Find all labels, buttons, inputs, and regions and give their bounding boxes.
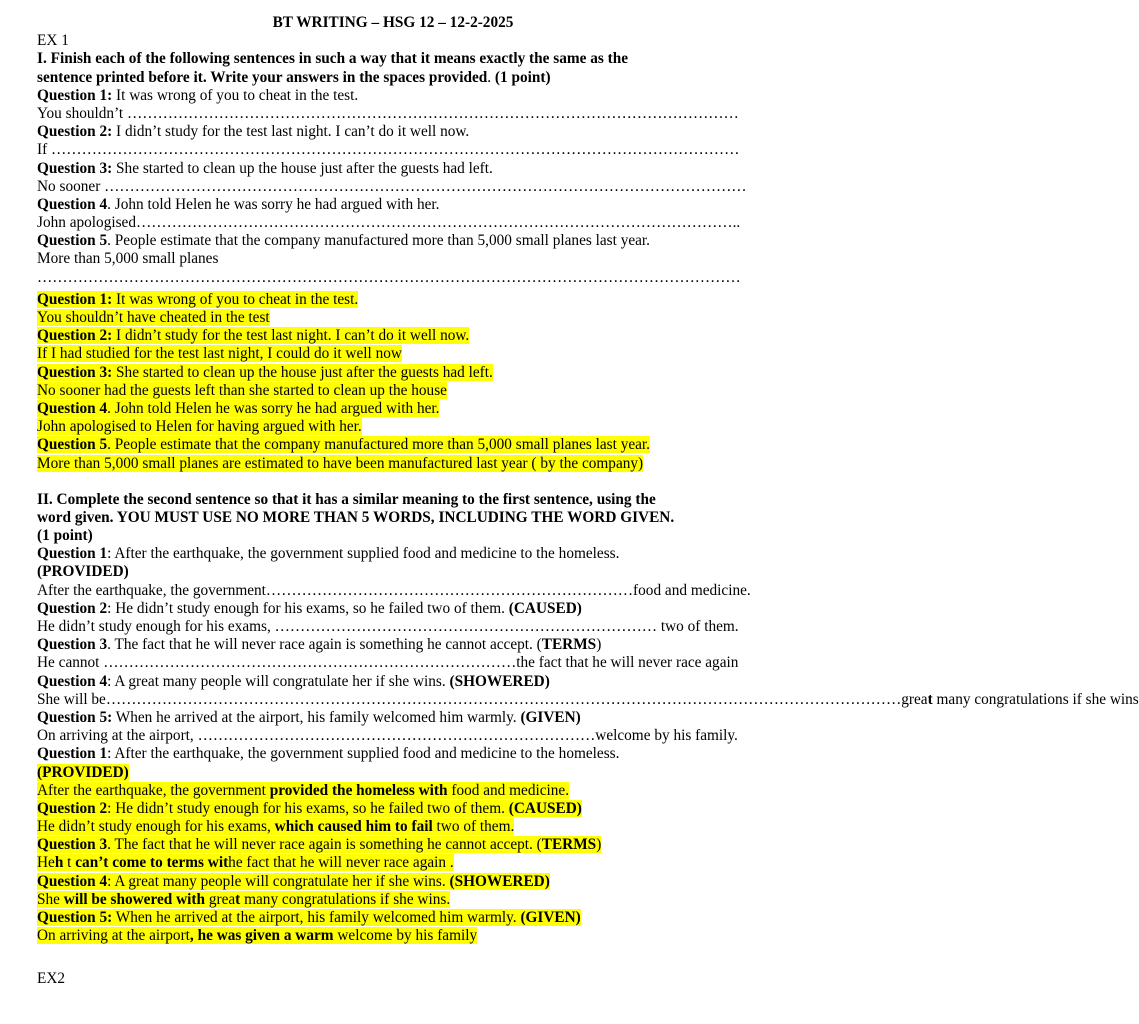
s1-key-question-3 [37,364,749,382]
answer-post: he fact that he will never race again . [228,854,454,872]
s1-question-4 [37,196,749,214]
question-text: : After the earthquake, the government supplied food and medicine to the homeless. [107,545,620,563]
document-page [37,14,1139,945]
answer-pre: On arriving at the airport [37,927,190,945]
answer-bold-b: t [235,890,241,908]
question-label: Question 1: [37,290,113,308]
s2-question-5 [37,709,749,727]
spacer [37,473,749,491]
question-text: . John told Helen he was sorry he had argued with her. [107,399,440,417]
highlight [37,364,493,381]
s2-key-question-3 [37,836,749,854]
section2-heading-line1: II. Complete the second sentence so that it has a similar meaning to the first sentence, using the [37,490,656,508]
s2-key-question-5 [37,909,749,927]
s2-key-answer-3 [37,854,749,872]
question-label: Question 2 [37,599,108,617]
highlight [37,909,581,926]
s1-key-answer-2 [37,345,749,363]
keyword: (SHOWERED) [449,672,550,690]
s1-question-1 [37,87,749,105]
exercise-label: EX 1 [37,32,69,50]
question-text: She started to clean up the house just after the guests had left. [112,363,493,381]
s1-key-answer-4 [37,418,749,436]
section2-heading-line3: (1 point) [37,527,93,545]
s1-key-answer-5 [37,455,749,473]
question-text: : He didn’t study enough for his exams, so he failed two of them. [107,799,509,817]
question-label: Question 5 [37,436,108,454]
question-label: Question 2 [37,799,108,817]
answer-text: John apologised to Helen for having argued with her. [37,418,362,436]
s1-question-5 [37,232,749,250]
s1-answer-line-1: You shouldn’t ………………………………………………………………………………………………………… [37,104,739,122]
s1-answer-line-2: If ……………………………………………………………………………………………………………………… [37,141,740,159]
section1-heading-text: sentence printed before it. Write your answers in the spaces provided [37,68,488,86]
answer-text: No sooner had the guests left than she started to clean up the house [37,381,447,399]
s1-answer-line-5b: ………………………………………………………………………………………………………………………… [37,268,741,286]
keyword: (SHOWERED) [449,872,550,890]
question-label: Question 4 [37,195,108,213]
keyword: (GIVEN) [520,708,581,726]
question-text: It was wrong of you to cheat in the test. [112,290,359,308]
answer-post: welcome by his family [333,927,478,945]
section2-heading-line2: word given. YOU MUST USE NO MORE THAN 5 WORDS, INCLUDING THE WORD GIVEN. [37,508,675,526]
question-text: : A great many people will congratulate her if she wins. [107,672,450,690]
question-text: : He didn’t study enough for his exams, so he failed two of them. [107,599,509,617]
s2-key-answer-5 [37,927,749,945]
answer-pre: After the earthquake, the government [37,781,270,799]
s2-answer-line-5: On arriving at the airport, ……………………………………………………………………welcome by his family. [37,727,738,745]
question-label: Question 1: [37,86,113,104]
answer-post: food and medicine. [447,781,570,799]
s2-key-question-4 [37,873,749,891]
s1-answer-line-3: No sooner ……………………………………………………………………………………………………………… [37,177,747,195]
answer-post: two of them. [432,818,515,836]
question-label: Question 5 [37,232,108,250]
section1-heading-sep: . [487,68,495,86]
answer-post: many congratulations if she wins. [240,890,451,908]
keyword: (CAUSED) [508,799,582,817]
keyword: TERMS [541,836,597,854]
section1-heading-line2 [37,69,749,87]
question-label: Question 4 [37,672,108,690]
keyword: TERMS [541,636,597,654]
question-label: Question 5: [37,909,113,926]
question-label: Question 5: [37,708,113,726]
question-text: . The fact that he will never race again is something he cannot accept. ( [107,636,542,654]
s2-key-keyword-1 [37,764,749,782]
answer-pre: She [37,890,64,908]
question-text: It was wrong of you to cheat in the test. [112,86,359,104]
s1-key-answer-3 [37,382,749,400]
question-text: . The fact that he will never race again is something he cannot accept. ( [107,836,542,854]
question-text: : A great many people will congratulate her if she wins. [107,872,450,890]
question-text: She started to clean up the house just after the guests had left. [112,159,493,177]
answer-pre: He didn’t study enough for his exams, [37,818,275,836]
question-text: . People estimate that the company manufactured more than 5,000 small planes last year. [107,232,650,250]
s2-answer-line-2: He didn’t study enough for his exams, ………………………………………………………………… two of them. [37,618,739,635]
s2-key-question-2 [37,800,749,818]
s1-answer-line-4: John apologised……………………………………………………………………………………………………….. [37,214,741,232]
keyword: (CAUSED) [508,599,582,617]
question-label: Question 3 [37,636,108,654]
s2-key-answer-1 [37,782,749,800]
s1-key-answer-1 [37,309,749,327]
s1-answer-line-5: More than 5,000 small planes [37,250,219,268]
keyword: (GIVEN) [520,909,581,926]
question-text: . John told Helen he was sorry he had argued with her. [107,195,440,213]
answer-bold-a: h [54,854,64,872]
s2-key-question-1 [37,745,749,763]
s1-key-question-4 [37,400,749,418]
highlight [37,327,469,344]
question-text: When he arrived at the airport, his family welcomed him warmly. [112,708,521,726]
question-text: . People estimate that the company manufactured more than 5,000 small planes last year. [107,436,650,454]
highlight [37,836,601,853]
highlight [37,436,650,453]
s2-answer-line-1: After the earthquake, the government………………………………………………………………food and medicine. [37,581,751,599]
s2-question-3 [37,636,749,654]
highlight [37,873,550,890]
s1-key-question-1 [37,291,749,309]
answer-bold: , he was given a warm [189,927,334,945]
answer-text: More than 5,000 small planes are estimated to have been manufactured last year ( by the company) [37,454,644,472]
question-label: Question 2: [37,327,113,345]
s1-question-2 [37,123,749,141]
question-label: Question 3: [37,363,113,381]
section1-points: (1 point) [494,68,551,86]
highlight [37,927,477,944]
question-text: When he arrived at the airport, his family welcomed him warmly. [112,909,521,926]
answer-bold: t [927,690,933,708]
question-text: : After the earthquake, the government supplied food and medicine to the homeless. [107,745,620,763]
question-text: I didn’t study for the test last night. I can’t do it well now. [112,327,470,345]
highlight [37,818,514,835]
answer-bold: provided the homeless with [269,781,448,799]
question-label: Question 1 [37,545,108,563]
highlight [37,782,569,799]
s2-question-4 [37,673,749,691]
question-text: I didn’t study for the test last night. I can’t do it well now. [112,123,470,141]
question-label: Question 4 [37,872,108,890]
s2-question-1 [37,545,749,563]
answer-text: If I had studied for the test last night, I could do it well now [37,345,402,363]
question-label: Question 3 [37,836,108,854]
highlight [37,800,582,817]
highlight [37,891,450,908]
highlight [37,400,439,417]
answer-pre: He [37,854,55,872]
answer-bold: which caused him to fail [274,818,433,836]
question-label: Question 1 [37,745,108,763]
keyword: (PROVIDED) [37,763,129,781]
s2-answer-line-4 [37,690,1139,709]
s2-question-2 [37,600,749,618]
s1-question-3 [37,160,749,178]
answer-mid: t [63,854,76,872]
question-label: Question 3: [37,159,113,177]
question-label: Question 2: [37,123,113,141]
highlight [37,854,454,871]
s2-key-answer-4 [37,891,749,909]
s1-key-question-2 [37,327,749,345]
section1-heading-line1: I. Finish each of the following sentences in such a way that it means exactly the same as the [37,50,629,68]
highlight [37,291,358,308]
exercise-2-label: EX2 [37,970,66,987]
s2-key-answer-2 [37,818,749,836]
question-label: Question 4 [37,399,108,417]
keyword-close: ) [596,636,602,654]
keyword-close: ) [596,836,602,854]
answer-pre: She will be…………………………………………………………………………………………………………………………………………grea [37,690,928,708]
answer-bold-b: can’t come to terms wit [75,854,229,872]
answer-bold: will be showered with [63,890,206,908]
answer-mid: grea [205,890,236,908]
answer-text: You shouldn’t have cheated in the test [37,309,270,326]
answer-post: many congratulations if she wins [932,690,1139,708]
document-title: BT WRITING – HSG 12 – 12-2-2025 [272,14,514,31]
s2-answer-line-3: He cannot ………………………………………………………………………the fact that he will never race again [37,654,739,672]
s1-key-question-5 [37,436,749,454]
s2-keyword-1: (PROVIDED) [37,563,129,581]
